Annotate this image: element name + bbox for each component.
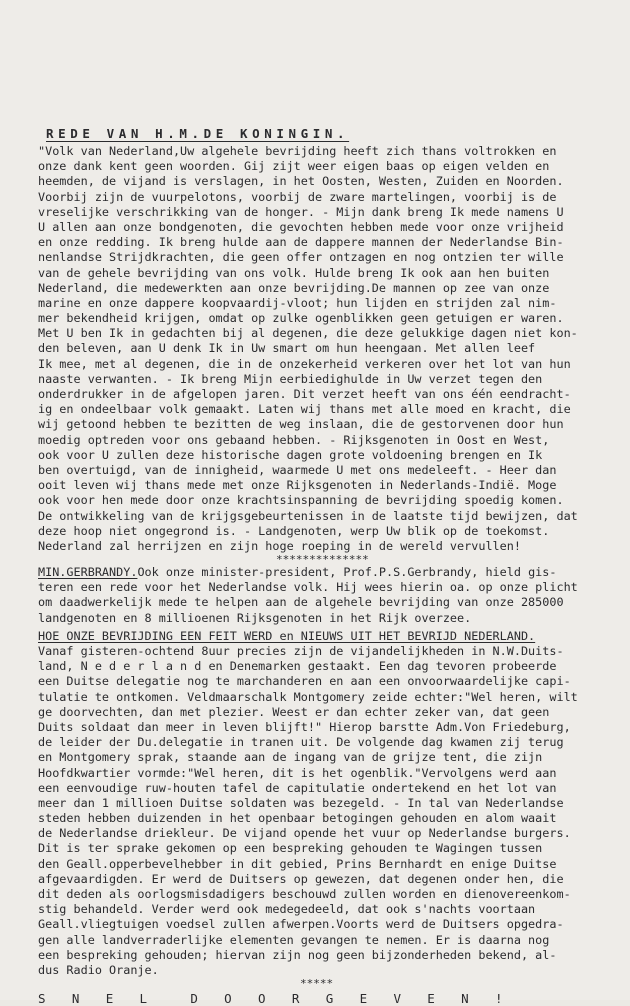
text-line: Nederland, die medewerkten aan onze bevrijding.De mannen op zee van onze — [38, 280, 550, 295]
document-title: REDE VAN H.M.DE KONINGIN. — [46, 126, 350, 141]
news-heading: HOE ONZE BEVRIJDING EEN FEIT WERD en NIEUWS UIT HET BEVRIJD NEDERLAND. — [38, 628, 536, 643]
text-line: ben overtuigd, van de innigheid, waarmede U met ons medeleeft. - Heer dan — [38, 462, 557, 477]
text-line: Ik mee, met al degenen, die in de onzekerheid verkeren over het lot van hun — [38, 356, 571, 371]
text-line: afgevaardigden. Er werd de Duitsers op gewezen, dat degenen onder hen, die — [38, 871, 564, 886]
speech-section — [38, 144, 613, 554]
text-line: Nederland zal herrijzen en zijn hoge roeping in de wereld vervullen! — [38, 538, 521, 553]
speech-opening: "Volk van Nederland, — [38, 144, 181, 158]
text-line: Vanaf gisteren-ochtend 8uur precies zijn de vijandelijkheden in N.W.Duits- — [38, 644, 564, 658]
separator-stars: ************** — [276, 553, 369, 567]
text-line: marine en onze dappere koopvaardij-vloot; hun lijden en strijden zal nim- — [38, 295, 557, 310]
text-line: onderdrukker in de afgelopen jaren. Dit verzet heeft van ons één eendracht- — [38, 387, 571, 401]
text-line: de Nederlandse driekleur. De vijand opende het vuur op Nederlandse burgers. — [38, 826, 571, 841]
text-line: tulatie te ontkomen. Veldmaarschalk Montgomery zeide echter:"Wel heren, wilt — [38, 689, 578, 704]
minister-section — [38, 565, 613, 626]
text-line: land, N e d e r l a n d en Denemarken gestaakt. Een dag tevoren probeerde — [38, 659, 557, 674]
text-line: meer dan 1 millioen Duitse soldaten was bezegeld. - In tal van Nederlandse — [38, 795, 564, 810]
text-line: Dit is ter sprake gekomen op een bespreking gehouden te Wagingen tussen — [38, 841, 543, 856]
text-line: dit deden als oorlogsmisdadigers beschouwd zullen worden en dienovereenkom- — [38, 887, 571, 901]
text-line-content: Uw algehele bevrijding heeft zich thans voltrokken en — [180, 144, 557, 158]
text-line: Duits soldaat dan meer in leven blijft!" Hierop barstte Adm.Von Friedeburg, — [38, 719, 571, 734]
text-line: dus Radio Oranje. — [38, 962, 159, 977]
text-line: De ontwikkeling van de krijgsgebeurtenissen in de laatste tijd bewijzen, dat — [38, 508, 578, 523]
text-line: heemden, de vijand is verslagen, in het Oosten, Westen, Zuiden en Noorden. — [38, 174, 564, 189]
document-body — [38, 126, 613, 1006]
text-line: een eenvoudige ruw-houten tafel de capitulatie ondertekend en het lot van — [38, 780, 557, 795]
text-line: ig en ondeelbaar volk gemaakt. Laten wij thans met alle moed en kracht, die — [38, 402, 571, 417]
text-line: en Montgomery sprak, staande aan de ingang van de grijze tent, die zijn — [38, 750, 543, 765]
footer-slogan: S N E L D O O R G E V E N ! — [38, 991, 512, 1006]
text-line: stig behandeld. Verder werd ook medegedeeld, dat ook s'nachts voortaan — [38, 902, 536, 917]
text-line: Voorbij zijn de vuurpelotons, voorbij de zware martelingen, voorbij is de — [38, 189, 557, 204]
text-line: van de gehele bevrijding van ons volk. Hulde breng Ik ook aan hen buiten — [38, 265, 550, 280]
text-line: landgenoten en 8 millioenen Rijksgenoten in het Rijk overzee. — [38, 610, 472, 625]
text-line: Geall.vliegtuigen voedsel zullen afwerpen.Voorts werd de Duitsers opgedra- — [38, 917, 564, 932]
text-line: de leider der Du.delegatie in tranen uit. De volgende dag kwamen zij terug — [38, 735, 564, 750]
text-line: wij getoond hebben te bezitten de weg inslaan, die de gestorvenen door hun — [38, 417, 564, 432]
text-line: vreselijke verschrikking van de honger. - Mijn dank breng Ik mede namens U — [38, 204, 564, 219]
text-line-content: Ook onze minister-president, Prof.P.S.Gerbrandy, hield gis- — [137, 565, 557, 580]
text-line: en onze redding. Ik breng hulde aan de dappere mannen der Nederlandse Bin- — [38, 235, 564, 250]
text-line: ge doorvechten, dan met plezier. Weest er dan echter zeker van, dat geen — [38, 704, 550, 719]
text-line: moedig optreden voor ons gebaand hebben. - Rijksgenoten in Oost en West, — [38, 432, 550, 447]
text-line: Hoofdkwartier vormde:"Wel heren, dit is het ogenblik."Vervolgens werd aan — [38, 765, 557, 780]
separator-stars-end: ***** — [300, 977, 334, 991]
text-line: den Geall.opperbevelhebber in dit gebied, Prins Bernhardt en enige Duitse — [38, 856, 557, 871]
text-line: nenlandse Strijdkrachten, die geen offer ontzagen en nog ontzien ter wille — [38, 250, 564, 265]
text-line: ooit leven wij thans mede met onze Rijksgenoten in Nederlands-Indië. Moge — [38, 478, 557, 493]
text-line — [38, 565, 613, 580]
text-line: ook voor U zullen deze historische dagen grote voldoening brengen en Ik — [38, 447, 543, 462]
text-line: een bespreking gehouden; hiervan zijn nog geen bijzonderheden bekend, al- — [38, 947, 557, 962]
text-line: naaste verwanten. - Ik breng Mijn eerbiedighulde in Uw verzet tegen den — [38, 371, 543, 386]
text-line: den beleven, aan U denk Ik in Uw smart om hun heengaan. Met allen leef — [38, 341, 536, 356]
text-line: gen alle landverraderlijke elementen gevangen te nemen. Er is daarna nog — [38, 932, 550, 947]
news-section — [38, 644, 613, 978]
text-line: onze dank kent geen woorden. Gij zijt weer eigen baas op eigen velden en — [38, 159, 550, 174]
text-line: om daadwerkelijk mede te helpen aan de algehele bevrijding van onze 285000 — [38, 595, 564, 610]
text-line: U allen aan onze bondgenoten, die gevochten hebben mede voor onze vrijheid — [38, 219, 564, 234]
text-line: deze hoop niet ongegrond is. - Landgenoten, werp Uw blik op de toekomst. — [38, 523, 550, 538]
minister-label: MIN.GERBRANDY. — [38, 565, 138, 580]
text-line: ook voor hen mede door onze krachtsinspanning de bevrijding spoedig komen. — [38, 493, 564, 508]
text-line: mer bekendheid krijgen, omdat op zulke ogenblikken geen getuigen er waren. — [38, 311, 564, 326]
text-line: een Duitse delegatie nog te marchanderen en aan een onvoorwaardelijke capi- — [38, 674, 571, 689]
text-line: teren een rede voor het Nederlandse volk. Hij wees hierin oa. op onze plicht — [38, 580, 578, 595]
text-line — [38, 144, 613, 159]
text-line: steden hebben duizenden in het openbaar betogingen gehouden en alom waait — [38, 811, 557, 826]
text-line: Met U ben Ik in gedachten bij al degenen, die deze gelukkige dagen niet kon- — [38, 326, 578, 341]
